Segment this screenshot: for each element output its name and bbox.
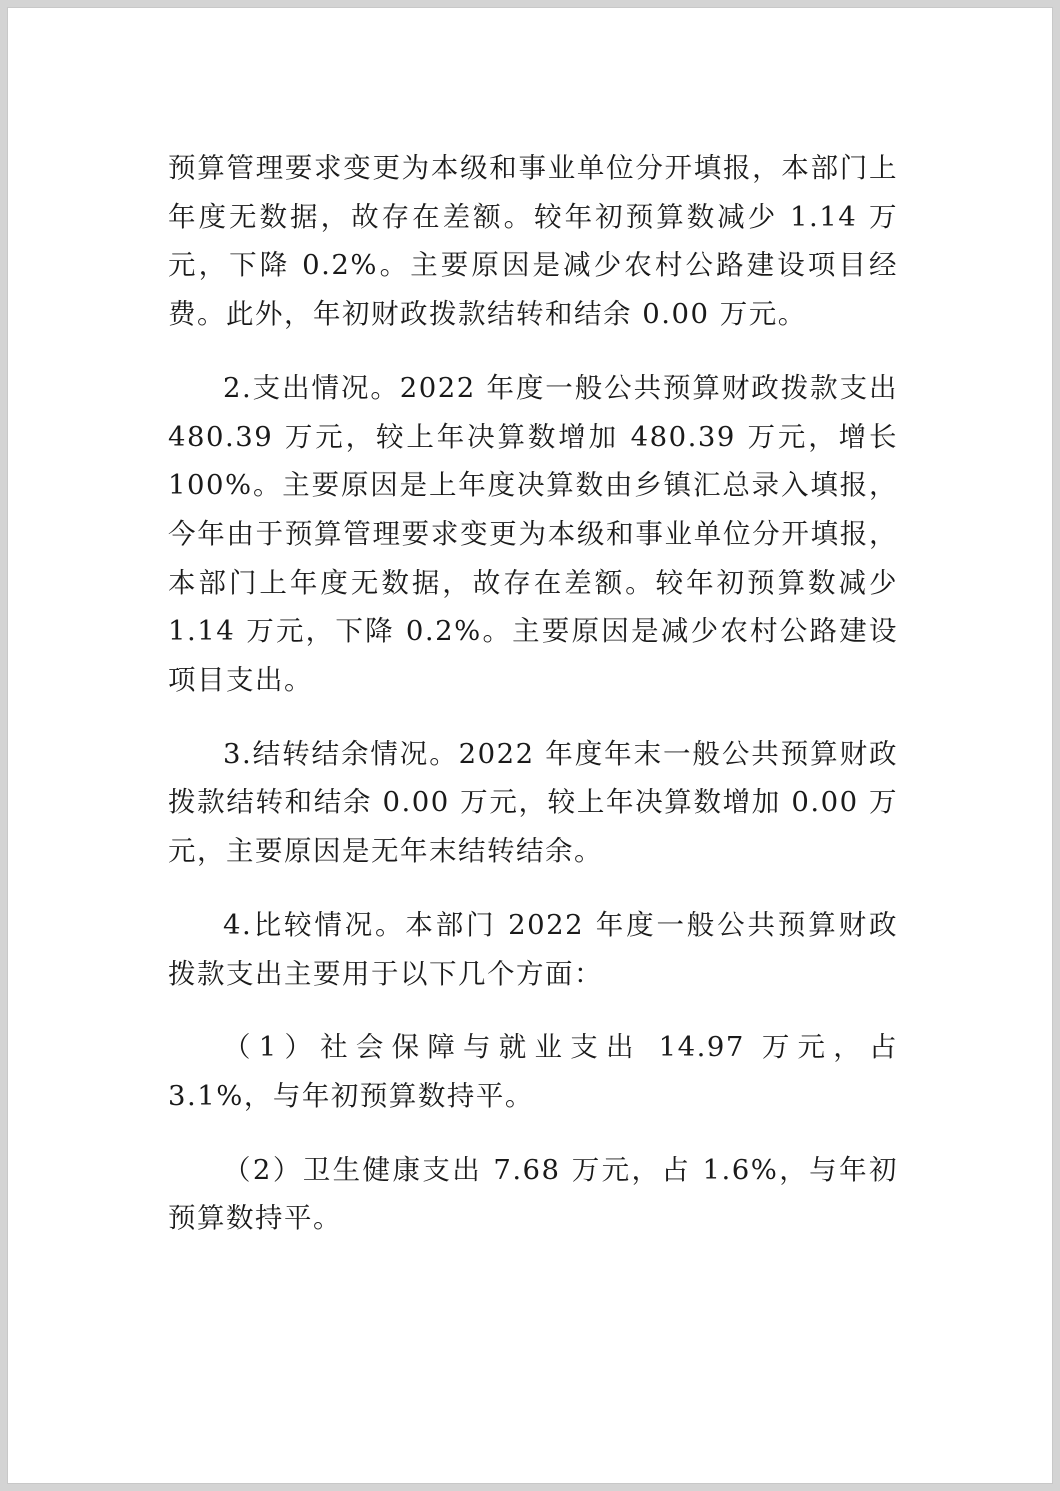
paragraph-expenditure: 2.支出情况。2022 年度一般公共预算财政拨款支出 480.39 万元，较上年决算数增加 480.39 万元，增长 100%。主要原因是上年度决算数由乡镇汇总录入填报，今年由于预算管理要求变更为本级和事业单位分开填报，本部门上年度无数据，故存在差额。较年初预算数减少 1.14 万元，下降 0.2%。主要原因是减少农村公路建设项目支出。 bbox=[168, 371, 898, 697]
document-page bbox=[8, 8, 1052, 1483]
document-body bbox=[168, 144, 898, 1268]
paragraph-comparison: 4.比较情况。本部门 2022 年度一般公共预算财政拨款支出主要用于以下几个方面： bbox=[168, 908, 898, 990]
paragraph-budget-continuation: 预算管理要求变更为本级和事业单位分开填报，本部门上年度无数据，故存在差额。较年初预算数减少 1.14 万元，下降 0.2%。主要原因是减少农村公路建设项目经费。此外，年初财政拨款结转和结余 0.00 万元。 bbox=[168, 152, 898, 331]
paragraph-carryover: 3.结转结余情况。2022 年度年末一般公共预算财政拨款结转和结余 0.00 万元，较上年决算数增加 0.00 万元，主要原因是无年末结转结余。 bbox=[168, 737, 898, 868]
paragraph-item-health: （2）卫生健康支出 7.68 万元，占 1.6%，与年初预算数持平。 bbox=[168, 1153, 898, 1235]
paragraph-item-social-security: （1）社会保障与就业支出 14.97 万元，占 3.1%，与年初预算数持平。 bbox=[168, 1031, 898, 1112]
